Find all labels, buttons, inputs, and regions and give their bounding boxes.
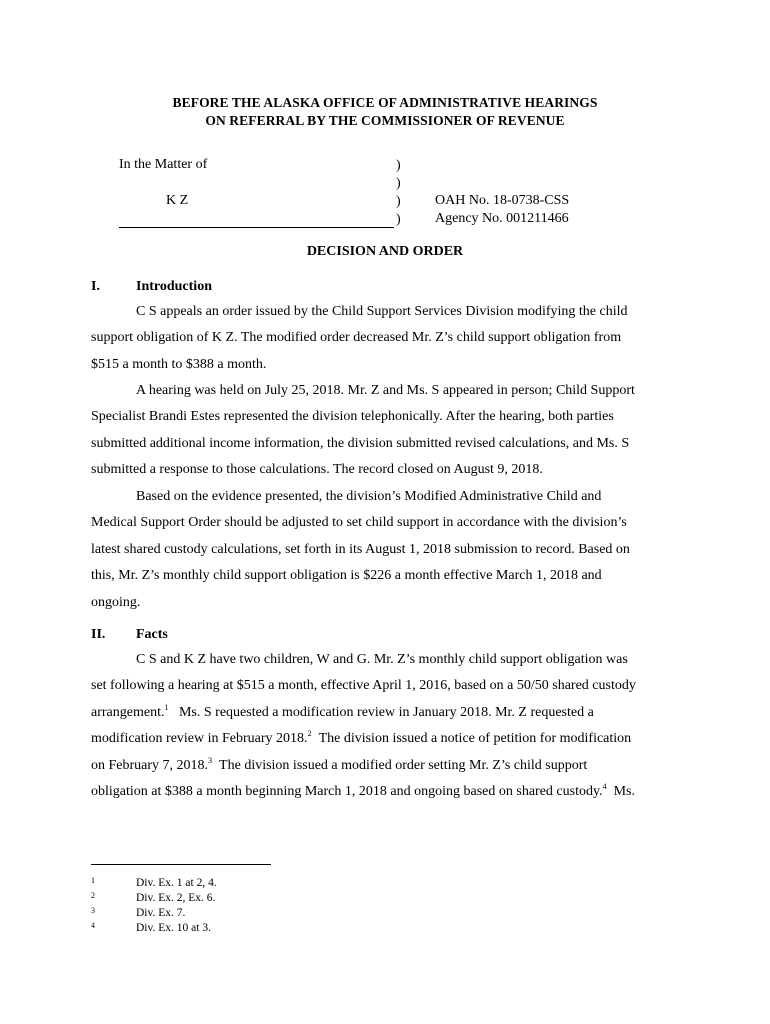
text-line: Based on the evidence presented, the division’s Modified Administrative Child and xyxy=(136,489,602,504)
footnote-reference[interactable]: 2 xyxy=(307,729,312,739)
footnote-text: Div. Ex. 1 at 2, 4. xyxy=(136,877,217,889)
text-fragment: The division issued a notice of petition for modification xyxy=(318,731,632,747)
caption-paren-2: ) xyxy=(396,176,401,191)
text-line: latest shared custody calculations, set forth in its August 1, 2018 submission to record. Based on xyxy=(91,541,630,557)
footnote-reference[interactable]: 4 xyxy=(602,782,607,792)
text-line: submitted a response to those calculations. The record closed on August 9, 2018. xyxy=(91,462,543,478)
footnote-text: Div. Ex. 2, Ex. 6. xyxy=(136,892,216,904)
section-title: Facts xyxy=(136,627,168,642)
text-fragment: modification review in February 2018. xyxy=(91,731,308,747)
agency-number: Agency No. 001211466 xyxy=(435,211,569,226)
text-line: C S and K Z have two children, W and G. Mr. Z’s monthly child support obligation was xyxy=(136,652,628,667)
footnote-text: Div. Ex. 7. xyxy=(136,907,186,919)
caption-underline xyxy=(119,227,394,228)
footnote-4 xyxy=(91,918,211,936)
text-line xyxy=(91,779,683,805)
text-line: ongoing. xyxy=(91,594,141,610)
text-line: A hearing was held on July 25, 2018. Mr. Z and Ms. S appeared in person; Child Support xyxy=(136,383,635,398)
text-line: this, Mr. Z’s monthly child support obligation is $226 a month effective March 1, 2018 and xyxy=(91,568,602,584)
text-line: C S appeals an order issued by the Child Support Services Division modifying the child xyxy=(136,304,628,319)
court-header-line-1: BEFORE THE ALASKA OFFICE OF ADMINISTRATIVE HEARINGS xyxy=(172,95,598,110)
section-heading-introduction xyxy=(91,279,212,295)
text-fragment: arrangement. xyxy=(91,704,165,720)
section-title: Introduction xyxy=(136,279,212,294)
text-line xyxy=(91,700,683,726)
text-line xyxy=(91,726,683,752)
text-line: submitted additional income information, the division submitted revised calculations, and Ms. S xyxy=(91,435,630,451)
footnote-number: 4 xyxy=(91,921,95,930)
footnote-separator xyxy=(91,864,271,865)
text-line: set following a hearing at $515 a month, effective April 1, 2016, based on a 50/50 shared custody xyxy=(91,678,636,694)
footnote-number: 3 xyxy=(91,906,95,915)
paragraph-facts-1 xyxy=(91,647,683,805)
text-fragment: The division issued a modified order setting Mr. Z’s child support xyxy=(219,757,588,773)
paragraph-intro-1 xyxy=(91,299,683,378)
court-header-line-2: ON REFERRAL BY THE COMMISSIONER OF REVENUE xyxy=(205,113,565,128)
paragraph-intro-3 xyxy=(91,484,683,616)
footnote-reference[interactable]: 3 xyxy=(208,755,213,765)
footnote-reference[interactable]: 1 xyxy=(164,702,169,712)
caption-paren-4: ) xyxy=(396,212,401,227)
oah-number: OAH No. 18-0738-CSS xyxy=(435,193,570,208)
caption-paren-3: ) xyxy=(396,194,401,209)
text-line: support obligation of K Z. The modified order decreased Mr. Z’s child support obligation from xyxy=(91,330,622,346)
text-line: Medical Support Order should be adjusted to set child support in accordance with the division’s xyxy=(91,515,627,531)
caption-paren-1: ) xyxy=(396,158,401,173)
text-line: $515 a month to $388 a month. xyxy=(91,356,267,372)
text-line: Specialist Brandi Estes represented the division telephonically. After the hearing, both parties xyxy=(91,409,614,425)
text-fragment: Ms. xyxy=(613,784,635,800)
text-fragment: on February 7, 2018. xyxy=(91,757,209,773)
caption-matter: In the Matter of xyxy=(119,157,208,172)
document-title: DECISION AND ORDER xyxy=(306,244,464,259)
section-number: I. xyxy=(91,279,100,294)
caption-party: K Z xyxy=(166,193,189,208)
paragraph-intro-2 xyxy=(91,378,683,484)
text-line xyxy=(91,753,683,779)
section-heading-facts xyxy=(91,627,168,643)
section-number: II. xyxy=(91,627,106,642)
footnote-text: Div. Ex. 10 at 3. xyxy=(136,922,211,934)
footnote-number: 1 xyxy=(91,876,95,885)
text-fragment: obligation at $388 a month beginning March 1, 2018 and ongoing based on shared custody. xyxy=(91,784,603,800)
text-fragment: Ms. S requested a modification review in January 2018. Mr. Z requested a xyxy=(178,704,594,720)
footnote-number: 2 xyxy=(91,891,95,900)
